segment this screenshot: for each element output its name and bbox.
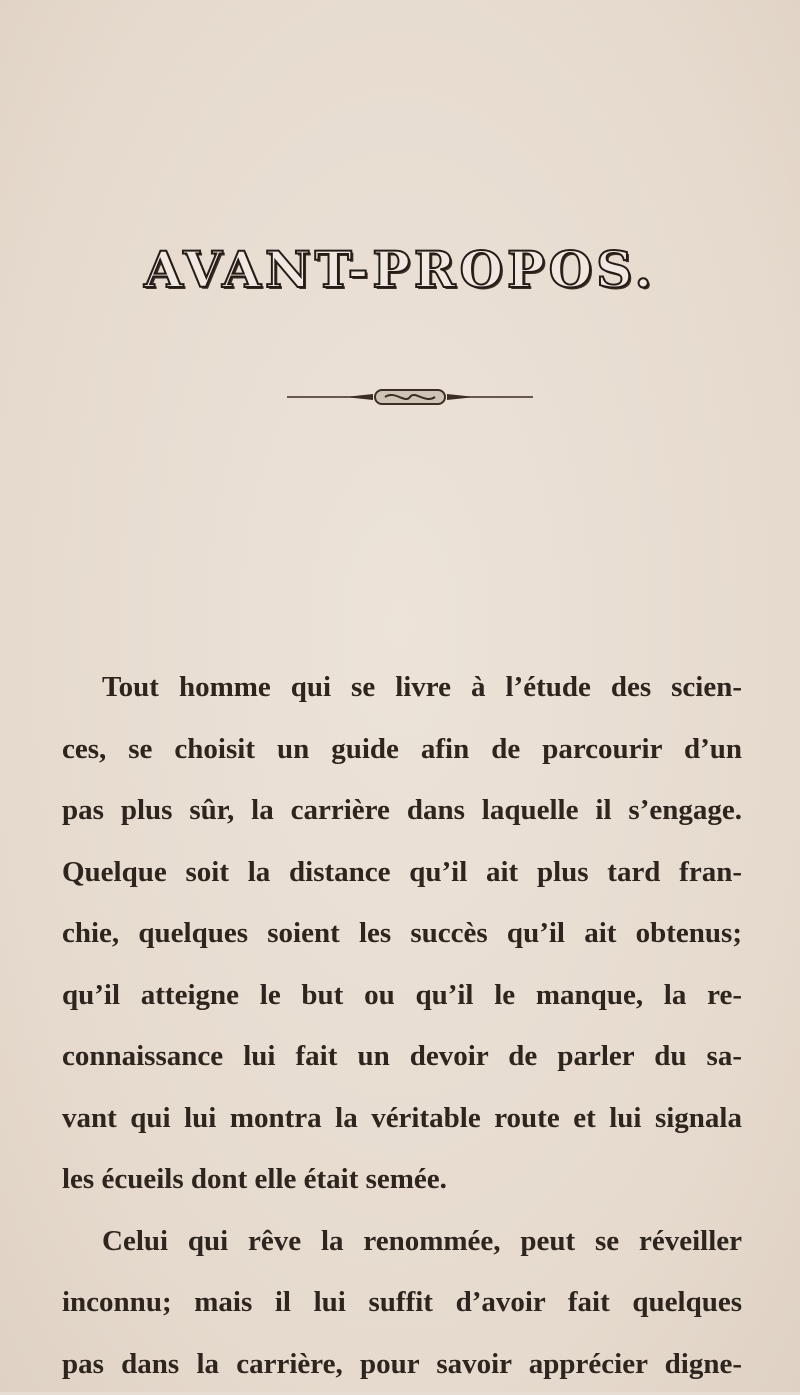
divider-ornament-icon (285, 385, 535, 409)
text-line: chie, quelques soient les succès qu’il ait obtenus; (62, 903, 742, 965)
body-text (62, 657, 742, 1395)
text-line: ces, se choisit un guide afin de parcourir d’un (62, 719, 742, 781)
text-line: qu’il atteigne le but ou qu’il le manque, la re- (62, 965, 742, 1027)
text-line: pas plus sûr, la carrière dans laquelle il s’engage. (62, 780, 742, 842)
text-line: Celui qui rêve la renommée, peut se réveiller (62, 1211, 742, 1273)
page-title: AVANT-PROPOS. (0, 240, 800, 299)
text-line: vant qui lui montra la véritable route et lui signala (62, 1088, 742, 1150)
text-line: connaissance lui fait un devoir de parler du sa- (62, 1026, 742, 1088)
text-line: les écueils dont elle était semée. (62, 1149, 742, 1211)
text-line: Tout homme qui se livre à l’étude des scien- (62, 657, 742, 719)
text-line: Quelque soit la distance qu’il ait plus tard fran- (62, 842, 742, 904)
text-line: inconnu; mais il lui suffit d’avoir fait quelques (62, 1272, 742, 1334)
text-line: pas dans la carrière, pour savoir apprécier digne- (62, 1334, 742, 1395)
